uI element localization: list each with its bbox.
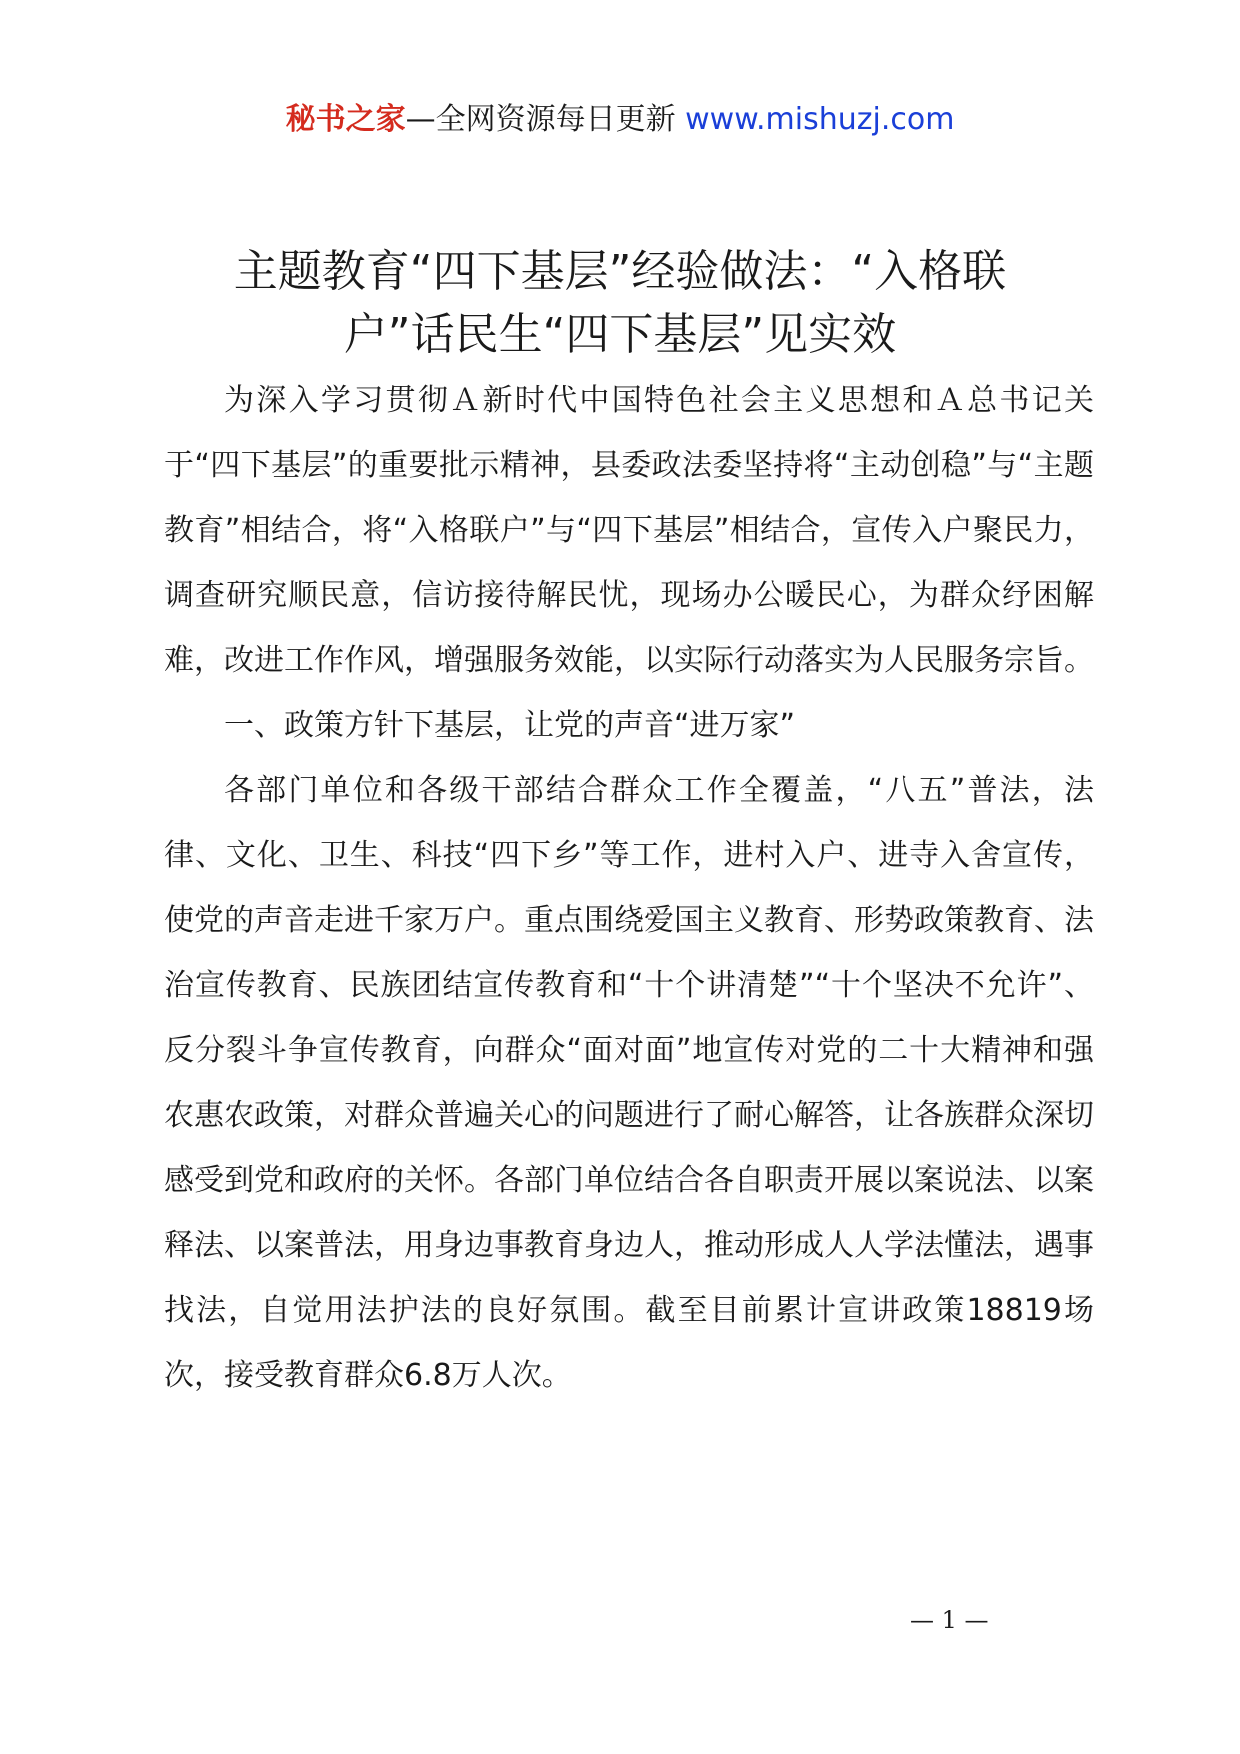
document-title: [150, 240, 1090, 366]
title-line-1: 主题教育“四下基层”经验做法：“入格联: [233, 246, 1007, 297]
section-1-paragraph: 各部门单位和各级干部结合群众工作全覆盖，“八五”普法，法律、文化、卫生、科技“四下乡”等工作，进村入户、进寺入舍宣传，使党的声音走进千家万户。重点围绕爱国主义教育、形势政策教育、法治宣传教育、民族团结宣传教育和“十个讲清楚”“十个坚决不允许”、反分裂斗争宣传教育，向群众“面对面”地宣传对党的二十大精神和强农惠农政策，对群众普遍关心的问题进行了耐心解答，让各族群众深切感受到党和政府的关怀。各部门单位结合各自职责开展以案说法、以案释法、以案普法，用身边事教育身边人，推动形成人人学法懂法，遇事找法，自觉用法护法的良好氛围。截至目前累计宣讲政策18819场次，接受教育群众6.8万人次。: [164, 773, 1094, 1393]
brand-name: 秘书之家: [285, 102, 406, 137]
title-line-2: 户”话民生“四下基层”见实效: [343, 309, 897, 360]
section-heading-1: 一、政策方针下基层，让党的声音“进万家”: [224, 708, 796, 743]
intro-paragraph: 为深入学习贯彻Ａ新时代中国特色社会主义思想和Ａ总书记关于“四下基层”的重要批示精神，县委政法委坚持将“主动创稳”与“主题教育”相结合，将“入格联户”与“四下基层”相结合，宣传入户聚民力，调查研究顺民意，信访接待解民忧，现场办公暖民心，为群众纾困解难，改进工作作风，增强服务效能，以实际行动落实为人民服务宗旨。: [164, 383, 1094, 678]
page-number: — 1 —: [910, 1606, 989, 1634]
site-url[interactable]: www.mishuzj.com: [685, 102, 955, 137]
document-body: [164, 368, 1094, 1408]
header-tagline: —全网资源每日更新: [405, 102, 686, 137]
site-header: [0, 100, 1240, 140]
